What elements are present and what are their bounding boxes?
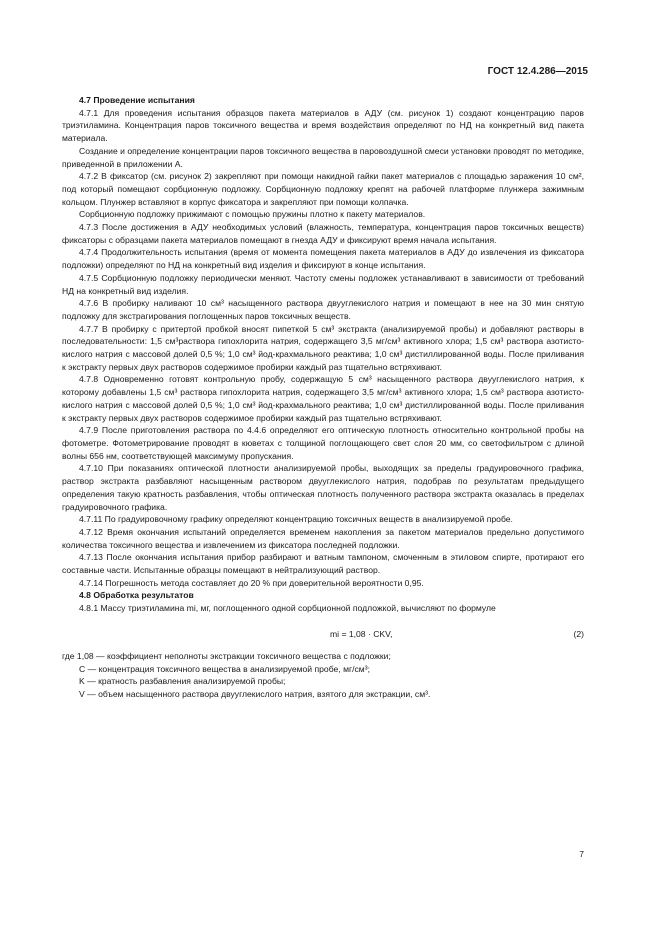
paragraph: 4.7.11 По градуировочному графику определяют концентрацию токсичных веществ в анализируемой пробе. (79, 514, 513, 525)
paragraph: 4.7.8 Одновременно готовят контрольную пробу, содержащую 5 см³ насыщенного раствора двууглекислого натрия, к которому добавлены 1,5 см³ раствора гипохлорита натрия, содержащего 3,5 мг/см³ активного хлора; 1,5 см³ раствора азотисто-кислого натрия с массовой долей 0,5 %; 1,0 см³ йод-крахмального реактива; 1,0 см³ дистиллированной воды. После приливания к экстракту первых двух растворов содержимое пробирки каждый раз тщательно встряхивают. (62, 374, 584, 423)
section-title: 4.7 Проведение испытания (79, 95, 195, 105)
paragraph: 4.7.13 После окончания испытания прибор разбирают и ватным тампоном, смоченным в этиловом спирте, протирают его составные части. Испытанные образцы помещают в нейтрализующий раствор. (62, 552, 584, 576)
legend-intro: где 1,08 — коэффициент неполноты экстракции токсичного вещества с подложки; (62, 650, 391, 661)
formula-legend (62, 650, 584, 701)
legend-definition: K — кратность разбавления анализируемой пробы; (79, 676, 286, 687)
formula: mi = 1,08 · CKV, (330, 628, 393, 639)
paragraph: 4.7.1 Для проведения испытания образцов пакета материалов в АДУ (см. рисунок 1) создают концентрацию паров триэтиламина. Концентрация паров токсичного вещества и время воздействия определяют по НД на конкретный вид пакета материала. (62, 107, 584, 144)
paragraph: 4.7.10 При показаниях оптической плотности анализируемой пробы, выходящих за пределы градуировочного графика, раствор экстракта разбавляют насыщенным раствором двууглекислого натрия, подобрав по результатам предыдущего определения такую кратность разбавления, чтобы оптическая плотность полученного раствора экстракта оказалась в пределах градуировочного графика. (62, 463, 584, 512)
legend-definition: V — объем насыщенного раствора двууглекислого натрия, взятого для экстракции, см³. (79, 688, 431, 699)
paragraph: 4.7.3 После достижения в АДУ необходимых условий (влажность, температура, концентрация паров токсичных веществ) фиксаторы с образцами пакета материалов помещают в гнезда АДУ и фиксируют время начала испытания. (62, 222, 584, 245)
paragraph: 4.7.7 В пробирку с притертой пробкой вносят пипеткой 5 см³ экстракта (анализируемой пробы) и добавляют растворы в последовательности: 1,5 см³раствора гипохлорита натрия, содержащего 3,5 мг/см³ активного хлора; 1,5 см³ раствора азотисто-кислого натрия с массовой долей 0,5 %; 1,0 см³ йод-крахмального реактива; 1,0 см³ дистиллированной воды. После приливания к экстракту первых двух растворов содержимое пробирки каждый раз тщательно встряхивают. (62, 323, 584, 372)
paragraph: 4.7.5 Сорбционную подложку периодически меняют. Частоту смены подложек устанавливают в зависимости от требований НД на конкретный вид изделия. (62, 272, 584, 296)
paragraph: 4.7.2 В фиксатор (см. рисунок 2) закрепляют при помощи накидной гайки пакет материалов с площадью заражения 10 см², под который помещают сорбционную подложку. Сорбционную подложку крепят на рабочей платформе плунжера зажимным кольцом. Плунжер вставляют в корпус фиксатора и закрепляют при помощи колпачка. (62, 171, 584, 207)
section-title: 4.8 Обработка результатов (79, 590, 194, 601)
legend-definition: C — концентрация токсичного вещества в анализируемой пробе, мг/см³; (79, 663, 370, 674)
page-number: 7 (579, 849, 584, 859)
paragraph: 4.7.6 В пробирку наливают 10 см³ насыщенного раствора двууглекислого натрия и помещают в нее на 30 мин снятую подложку для экстрагирования поглощенных паров токсичных веществ. (62, 298, 584, 321)
paragraph: 4.7.4 Продолжительность испытания (время от момента помещения пакета материалов в АДУ до извлечения из фиксатора подложки) определяют по НД на конкретный вид изделия и фиксируют в конце испытания. (62, 247, 584, 271)
paragraph: Сорбционную подложку прижимают с помощью пружины плотно к пакету материалов. (79, 209, 426, 220)
paragraph: 4.7.9 После приготовления раствора по 4.4.6 определяют его оптическую плотность относительно контрольной пробы на фотометре. Фотометрирование проводят в кюветах с толщиной поглощающего свет слоя 20 мм, со светофильтром с длиной волны 656 нм, соответствующей максимуму пропускания. (62, 425, 584, 461)
paragraph: 4.7.14 Погрешность метода составляет до 20 % при доверительной вероятности 0,95. (79, 577, 424, 588)
formula-number: (2) (573, 628, 584, 639)
paragraph: 4.7.12 Время окончания испытаний определяется временем накопления за пакетом материалов предельно допустимого количества токсичного вещества и извлечением из фиксатора последней подложки. (62, 526, 584, 550)
document-body (62, 94, 584, 701)
paragraph: Создание и определение концентрации паров токсичного вещества в паровоздушной смеси установки проводят по методике, приведенной в приложении А. (62, 145, 584, 169)
paragraph: 4.8.1 Массу триэтиламина mi, мг, поглощенного одной сорбционной подложкой, вычисляют по формуле (79, 603, 496, 614)
formula-row (62, 621, 584, 649)
document-code: ГОСТ 12.4.286—2015 (487, 66, 588, 77)
